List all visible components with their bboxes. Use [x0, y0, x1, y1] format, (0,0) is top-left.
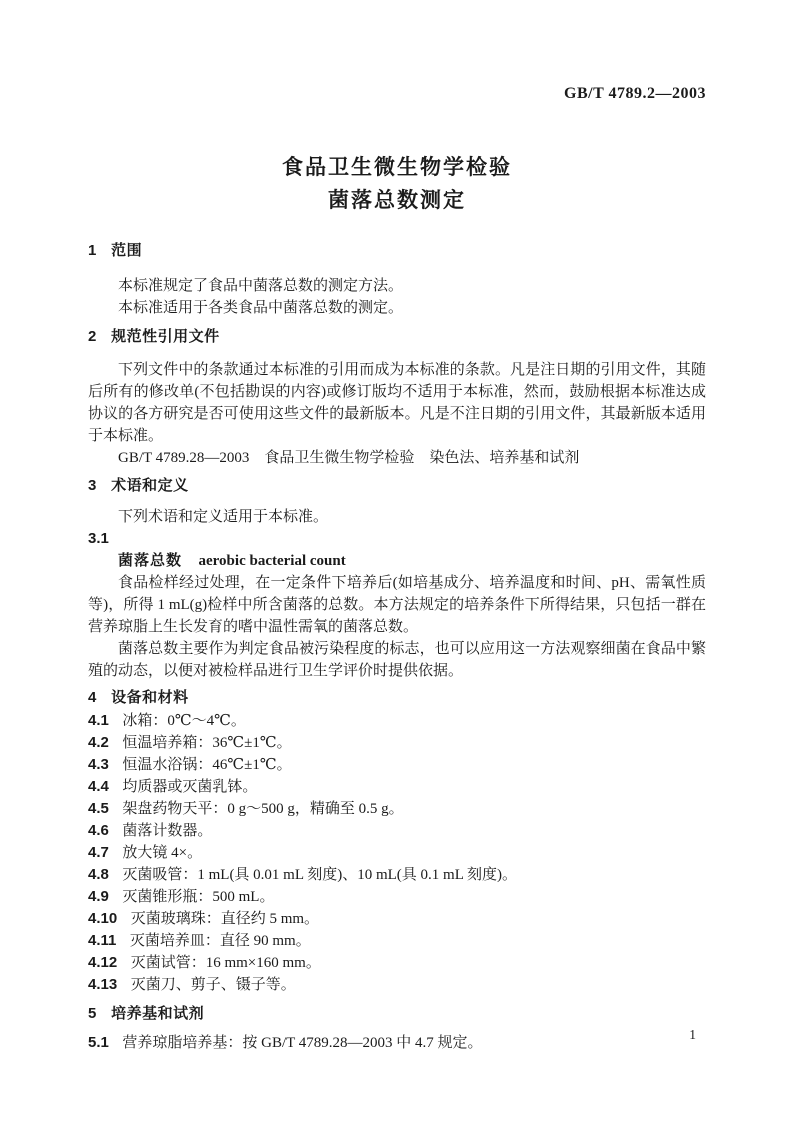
clause-number: 4.4 — [88, 778, 109, 795]
section-5-title: 培养基和试剂 — [111, 1005, 205, 1022]
clause-text: 架盘药物天平：0 g～500 g，精确至 0.5 g。 — [122, 801, 404, 817]
section-1-number: 1 — [88, 242, 97, 259]
section-2-paragraph: 下列文件中的条款通过本标准的引用而成为本标准的条款。凡是注日期的引用文件，其随后所有的修改单(不包括勘误的内容)或修订版均不适用于本标准，然而，鼓励根据本标准达成协议的各方研究是否可使用这些文件的最新版本。凡是不注日期的引用文件，其最新版本适用于本标准。 — [88, 362, 706, 444]
clause-text: 恒温水浴锅：46℃±1℃。 — [122, 757, 292, 773]
section-2-number: 2 — [88, 328, 97, 345]
clause-text: 灭菌玻璃珠：直径约 5 mm。 — [130, 911, 320, 927]
clause-item — [88, 864, 706, 886]
clause-number: 4.9 — [88, 888, 109, 905]
section-3-paragraph: 食品检样经过处理，在一定条件下培养后(如培基成分、培养温度和时间、pH、需氧性质等)，所得 1 mL(g)检样中所含菌落的总数。本方法规定的培养条件下所得结果，只包括一群在营养琼脂上生长发育的嗜中温性需氧的菌落总数。 — [88, 575, 706, 635]
clause-text: 恒温培养箱：36℃±1℃。 — [122, 735, 292, 751]
term-definition-line — [88, 550, 706, 572]
clause-text: 营养琼脂培养基：按 GB/T 4789.28—2003 中 4.7 规定。 — [122, 1035, 483, 1051]
clause-item — [88, 710, 706, 732]
section-3-title: 术语和定义 — [111, 477, 189, 494]
section-4-heading — [88, 686, 706, 710]
doc-title-line2: 菌落总数测定 — [328, 189, 466, 212]
clause-text: 灭菌培养皿：直径 90 mm。 — [129, 933, 311, 949]
section-5-number: 5 — [88, 1005, 97, 1022]
clause-number: 4.13 — [88, 976, 118, 993]
clause-item — [88, 908, 706, 930]
clause-number: 4.11 — [88, 932, 117, 949]
section-3-number: 3 — [88, 477, 97, 494]
clause-item — [88, 842, 706, 864]
clause-number: 4.12 — [88, 954, 118, 971]
clause-number: 4.8 — [88, 866, 109, 883]
section-1-heading — [88, 239, 706, 263]
subclause-number: 3.1 — [88, 530, 109, 547]
section-1-title: 范围 — [111, 242, 143, 259]
section-1-paragraph: 本标准规定了食品中菌落总数的测定方法。 — [118, 278, 404, 294]
clause-text: 灭菌吸管：1 mL(具 0.01 mL 刻度)、10 mL(具 0.1 mL 刻度)。 — [122, 867, 518, 883]
section-2-title: 规范性引用文件 — [111, 328, 220, 345]
term-chinese: 菌落总数 — [118, 552, 183, 569]
clause-item — [88, 798, 706, 820]
clause-number: 5.1 — [88, 1034, 109, 1051]
clause-number: 4.3 — [88, 756, 109, 773]
clause-item — [88, 974, 706, 996]
clause-item — [88, 820, 706, 842]
clause-item — [88, 886, 706, 908]
term-english: aerobic bacterial count — [198, 553, 346, 569]
section-3-heading — [88, 474, 706, 498]
page-number: 1 — [689, 1027, 696, 1042]
clause-text: 均质器或灭菌乳钵。 — [122, 779, 258, 795]
clause-item — [88, 754, 706, 776]
clause-number: 4.5 — [88, 800, 109, 817]
clause-text: 灭菌刀、剪子、镊子等。 — [130, 977, 296, 993]
section-3-intro: 下列术语和定义适用于本标准。 — [118, 509, 329, 525]
section-4-number: 4 — [88, 689, 97, 706]
clause-item — [88, 1032, 706, 1054]
clause-item — [88, 930, 706, 952]
clause-number: 4.6 — [88, 822, 109, 839]
normative-reference: GB/T 4789.28—2003 食品卫生微生物学检验 染色法、培养基和试剂 — [118, 450, 580, 466]
clause-text: 灭菌试管：16 mm×160 mm。 — [130, 955, 321, 971]
clause-text: 冰箱：0℃～4℃。 — [122, 713, 246, 729]
clause-item — [88, 732, 706, 754]
doc-number: GB/T 4789.2—2003 — [564, 85, 706, 102]
clause-text: 放大镜 4×。 — [122, 845, 203, 861]
section-2-heading — [88, 325, 706, 349]
section-1-paragraph: 本标准适用于各类食品中菌落总数的测定。 — [118, 300, 404, 316]
clause-item — [88, 776, 706, 798]
doc-title-line1: 食品卫生微生物学检验 — [282, 156, 512, 179]
clause-number: 4.10 — [88, 910, 118, 927]
clause-number: 4.7 — [88, 844, 109, 861]
clause-number: 4.2 — [88, 734, 109, 751]
clause-number: 4.1 — [88, 712, 109, 729]
clause-text: 菌落计数器。 — [122, 823, 213, 839]
doc-title — [88, 151, 706, 217]
section-3-paragraph: 菌落总数主要作为判定食品被污染程度的标志，也可以应用这一方法观察细菌在食品中繁殖的动态，以便对被检样品进行卫生学评价时提供依据。 — [88, 641, 706, 679]
section-5-heading — [88, 1002, 706, 1026]
section-4-title: 设备和材料 — [111, 689, 189, 706]
clause-text: 灭菌锥形瓶：500 mL。 — [122, 889, 275, 905]
clause-item — [88, 952, 706, 974]
